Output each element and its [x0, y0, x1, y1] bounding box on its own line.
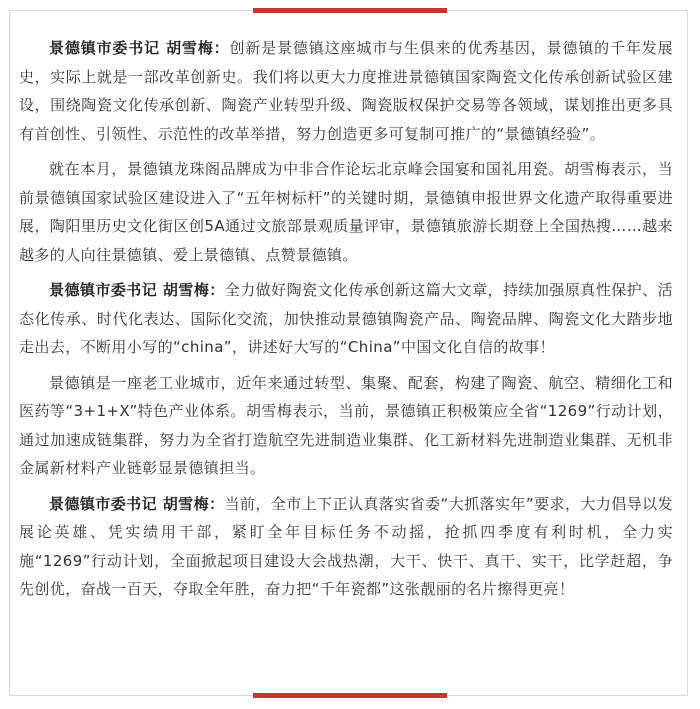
top-accent-bar [253, 8, 447, 13]
paragraph-text: 就在本月，景德镇龙珠阁品牌成为中非合作论坛北京峰会国宴和国礼用瓷。胡雪梅表示，当前景德镇国家试验区建设进入了“五年树标杆”的关键时期，景德镇申报世界文化遗产取得重要进展，陶阳里历史文化街区创5A通过文旅部景观质量评审，景德镇旅游长期登上全国热搜……越来越多的人向往景德镇、爱上景德镇、点赞景德镇。 [19, 160, 673, 264]
speaker-label: 景德镇市委书记 胡雪梅： [49, 494, 225, 513]
paragraph-3 [19, 276, 673, 362]
paragraph-2 [19, 155, 673, 269]
paragraph-text: 全力做好陶瓷文化传承创新这篇大文章，持续加强原真性保护、活态化传承、时代化表达、国际化交流，加快推动景德镇陶瓷产品、陶瓷品牌、陶瓷文化大踏步地走出去，不断用小写的“china”，讲述好大写的“China”中国文化自信的故事！ [19, 281, 673, 356]
bottom-accent-bar [253, 693, 447, 698]
paragraph-text: 景德镇是一座老工业城市，近年来通过转型、集聚、配套，构建了陶瓷、航空、精细化工和医药等“3+1+X”特色产业体系。胡雪梅表示，当前，景德镇正积极策应全省“1269”行动计划，通过加速成链集群，努力为全省打造航空先进制造业集群、化工新材料先进制造业集群、无机非金属新材料产业链彰显景德镇担当。 [19, 373, 673, 477]
article-body [19, 34, 673, 604]
speaker-label: 景德镇市委书记 胡雪梅： [49, 281, 225, 299]
paragraph-text: 创新是景德镇这座城市与生俱来的优秀基因，景德镇的千年发展史，实际上就是一部改革创新史。我们将以更大力度推进景德镇国家陶瓷文化传承创新试验区建设，围绕陶瓷文化传承创新、陶瓷产业转型升级、陶瓷版权保护交易等各领域，谋划推出更多具有首创性、引领性、示范性的改革举措，努力创造更多可复制可推广的“景德镇经验”。 [19, 39, 674, 143]
paragraph-5 [19, 490, 673, 604]
paragraph-4 [19, 369, 673, 483]
paragraph-1 [19, 34, 673, 148]
paragraph-text: 当前，全市上下正认真落实省委“大抓落实年”要求，大力倡导以发展论英雄、凭实绩用干部，紧盯全年目标任务不动摇，抢抓四季度有利时机，全力实施“1269”行动计划，全面掀起项目建设大会战热潮，大干、快干、真干、实干，比学赶超，争先创优，奋战一百天，夺取全年胜，奋力把“千年瓷都”这张靓丽的名片擦得更亮！ [19, 494, 674, 598]
speaker-label: 景德镇市委书记 胡雪梅： [49, 39, 230, 57]
